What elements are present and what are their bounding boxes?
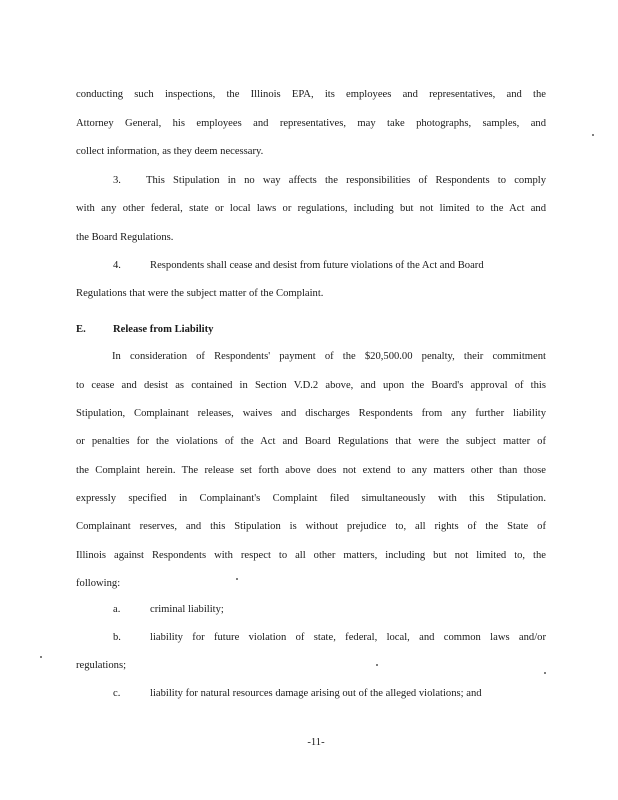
paragraph-line: Stipulation, Complainant releases, waives and discharges Respondents from any further liability: [76, 408, 546, 419]
list-letter: c.: [113, 688, 121, 699]
paragraph-line: the Complaint herein. The release set forth above does not extend to any matters other than those: [76, 465, 546, 476]
list-letter: a.: [113, 604, 121, 615]
list-item-text: criminal liability;: [150, 604, 224, 615]
paragraph-line: Complainant reserves, and this Stipulation is without prejudice to, all rights of the State of: [76, 521, 546, 532]
paragraph-line: In consideration of Respondents' payment of the $20,500.00 penalty, their commitment: [112, 351, 546, 362]
paragraph-line: to cease and desist as contained in Section V.D.2 above, and upon the Board's approval of this: [76, 380, 546, 391]
paragraph-line: expressly specified in Complainant's Complaint filed simultaneously with this Stipulation.: [76, 493, 546, 504]
list-item-text: liability for natural resources damage arising out of the alleged violations; and: [150, 688, 482, 699]
page-number: -11-: [307, 737, 325, 748]
paragraph-line: conducting such inspections, the Illinois EPA, its employees and representatives, and the: [76, 89, 546, 100]
paragraph-line: Illinois against Respondents with respect to all other matters, including but not limited to, the: [76, 550, 546, 561]
paragraph-line: with any other federal, state or local laws or regulations, including but not limited to the Act and: [76, 203, 546, 214]
scan-speck: [236, 578, 238, 580]
item-number: 3.: [113, 175, 121, 186]
scan-speck: [592, 134, 594, 136]
paragraph-line: Attorney General, his employees and representatives, may take photographs, samples, and: [76, 118, 546, 129]
paragraph-line: collect information, as they deem necessary.: [76, 146, 264, 157]
scan-speck: [40, 656, 42, 658]
paragraph-line: or penalties for the violations of the Act and Board Regulations that were the subject matter of: [76, 436, 546, 447]
item-number: 4.: [113, 260, 121, 271]
list-letter: b.: [113, 632, 121, 643]
paragraph-line: the Board Regulations.: [76, 232, 174, 243]
paragraph-line: Respondents shall cease and desist from future violations of the Act and Board: [150, 260, 484, 271]
paragraph-line: Regulations that were the subject matter of the Complaint.: [76, 288, 324, 299]
section-heading: Release from Liability: [113, 324, 214, 335]
section-letter: E.: [76, 324, 86, 335]
paragraph-line: following:: [76, 578, 121, 589]
list-item-continuation: regulations;: [76, 660, 127, 671]
paragraph-line: This Stipulation in no way affects the responsibilities of Respondents to comply: [146, 175, 546, 186]
list-item-text: liability for future violation of state, federal, local, and common laws and/or: [150, 632, 546, 643]
scan-speck: [544, 672, 546, 674]
scan-speck: [376, 664, 378, 666]
